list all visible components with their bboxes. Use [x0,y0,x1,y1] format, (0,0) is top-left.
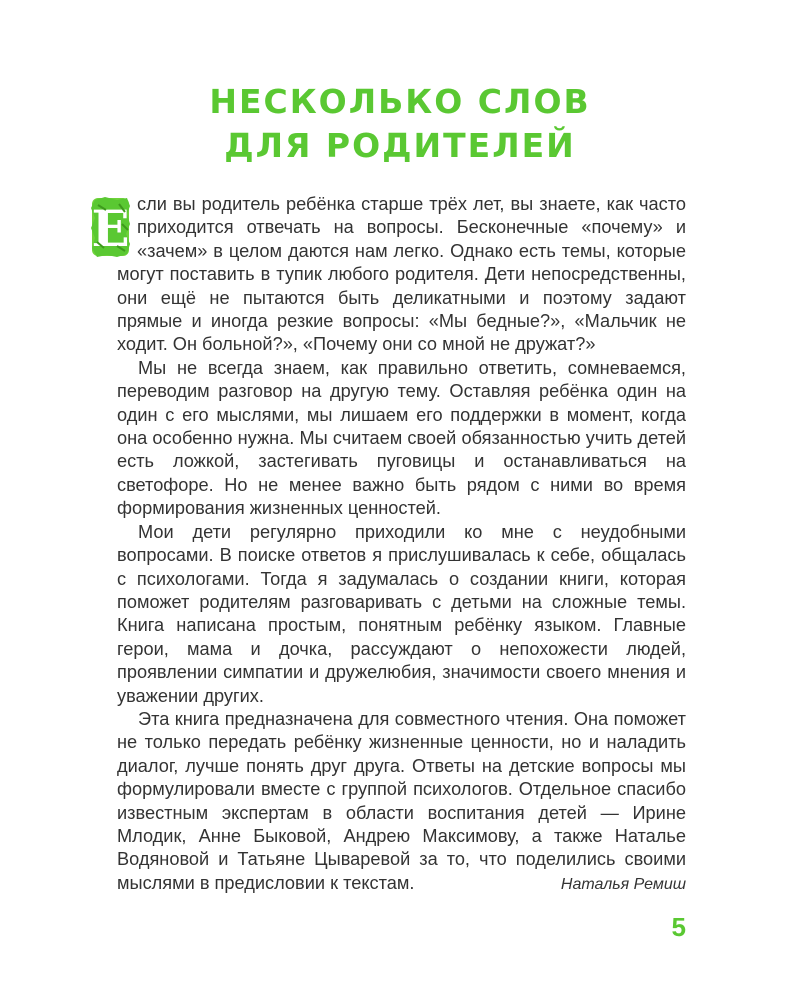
drop-cap [89,196,132,258]
paragraph-1 [91,193,686,357]
drop-cap-text: Е [91,199,130,258]
page-number: 5 [671,912,686,942]
title-line-2: ДЛЯ РОДИТЕЛЕЙ [224,126,576,165]
title-line-1: НЕСКОЛЬКО СЛОВ [209,82,591,121]
body-text [91,193,686,895]
drop-cap-letter-icon [89,196,132,258]
page-title [0,80,800,168]
paragraph-2: Мы не всегда знаем, как правильно ответить, сомневаемся, переводим разговор на другую тему. Оставляя ребёнка один на один с его мыслями, мы лишаем его поддержки в момент, когда она особенно нужна. Мы считаем своей обязанностью учить детей есть ложкой, застегивать пуговицы и останавливаться на светофоре. Но не менее важно быть рядом с ними во время формирования жизненных ценностей. [117,357,686,519]
author-signature: Наталья Ремиш [560,876,686,893]
paragraph-4: Эта книга предназначена для совместного чтения. Она поможет не только передать ребёнку жизненные ценности, но и наладить диалог, лучше понять друг друга. Ответы на детские вопросы мы формулировали вместе с группой психологов. Отдельное спасибо известным экспертам в области воспитания детей — Ирине Млодик, Анне Быковой, Андрею Максимову, а также Наталье Водяновой и Татьяне Цываревой за то, что поделились своими мыслями в предисловии к текстам. [117,708,686,893]
paragraph-1-text: сли вы родитель ребёнка старше трёх лет, вы знаете, как часто приходится отвечать на вопросы. Бесконечные «почему» и «зачем» в целом даются нам легко. Однако есть темы, которые могут поставить в тупик любого родителя. Дети непосредственны, они ещё не пытаются быть деликатными и поэтому задают прямые и иногда резкие вопросы: «Мы бедные?», «Мальчик не ходит. Он больной?», «Почему они со мной не дружат?» [117,194,686,355]
paragraph-3: Мои дети регулярно приходили ко мне с неудобными вопросами. В поиске ответов я прислушивалась к себе, общалась с психологами. Тогда я задумалась о создании книги, которая поможет родителям разговаривать с детьми на сложные темы. Книга написана простым, понятным ребёнку языком. Главные герои, мама и дочка, рассуждают о непохожести людей, проявлении симпатии и дружелюбия, значимости своего мнения и уважении других. [117,521,686,706]
